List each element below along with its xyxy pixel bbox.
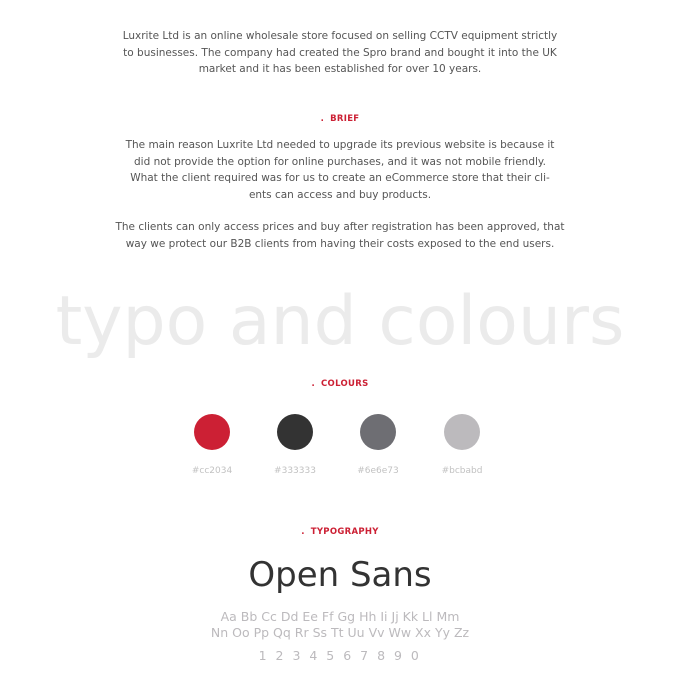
colour-swatch [172, 414, 252, 476]
colour-swatch [422, 414, 502, 476]
heading-dot: . [320, 114, 325, 124]
typography-label: TYPOGRAPHY [310, 527, 379, 537]
swatch-hex: #6e6e73 [357, 466, 399, 476]
swatch-circle [194, 414, 230, 450]
colour-swatch [255, 414, 335, 476]
brief-line: The main reason Luxrite Ltd needed to upgrade its previous website is because it [125, 139, 555, 151]
brief-line: What the client required was for us to create an eCommerce store that their cli- [130, 172, 550, 184]
intro-line: market and it has been established for over 10 years. [198, 63, 482, 75]
brief-label: BRIEF [330, 114, 360, 124]
colour-swatches [0, 414, 680, 484]
brief-paragraph-1 [0, 137, 680, 203]
swatch-circle [360, 414, 396, 450]
brief-line: way we protect our B2B clients from having their costs exposed to the end users. [125, 237, 555, 250]
colour-swatch [338, 414, 418, 476]
heading-dot: . [301, 527, 305, 537]
alphabet-line-1: Aa Bb Cc Dd Ee Ff Gg Hh Ii Jj Kk Ll Mm [220, 609, 460, 624]
swatch-hex: #cc2034 [191, 466, 233, 476]
intro-paragraph [0, 28, 680, 78]
colours-heading [0, 379, 680, 389]
font-name: Open Sans [248, 555, 432, 595]
digits-line: 1 2 3 4 5 6 7 8 9 0 [258, 648, 422, 663]
intro-line: Luxrite Ltd is an online wholesale store focused on selling CCTV equipment strictly [122, 30, 558, 42]
alphabet-line-2: Nn Oo Pp Qq Rr Ss Tt Uu Vv Ww Xx Yy Zz [210, 625, 470, 640]
intro-line: to businesses. The company had created the Spro brand and bought it into the UK [123, 46, 557, 59]
brief-line: The clients can only access prices and buy after registration has been approved, that [115, 221, 565, 233]
typography-heading [0, 527, 680, 537]
swatch-circle [444, 414, 480, 450]
swatch-hex: #bcbabd [441, 466, 483, 476]
colours-label: COLOURS [321, 379, 369, 389]
brief-line: did not provide the option for online purchases, and it was not mobile friendly. [134, 155, 546, 168]
section-title: typo and colours [55, 282, 625, 361]
brief-paragraph-2 [0, 219, 680, 252]
heading-dot: . [311, 379, 316, 389]
brief-line: ents can access and buy products. [248, 188, 432, 201]
swatch-circle [277, 414, 313, 450]
brief-heading [0, 114, 680, 124]
swatch-hex: #333333 [274, 466, 316, 476]
